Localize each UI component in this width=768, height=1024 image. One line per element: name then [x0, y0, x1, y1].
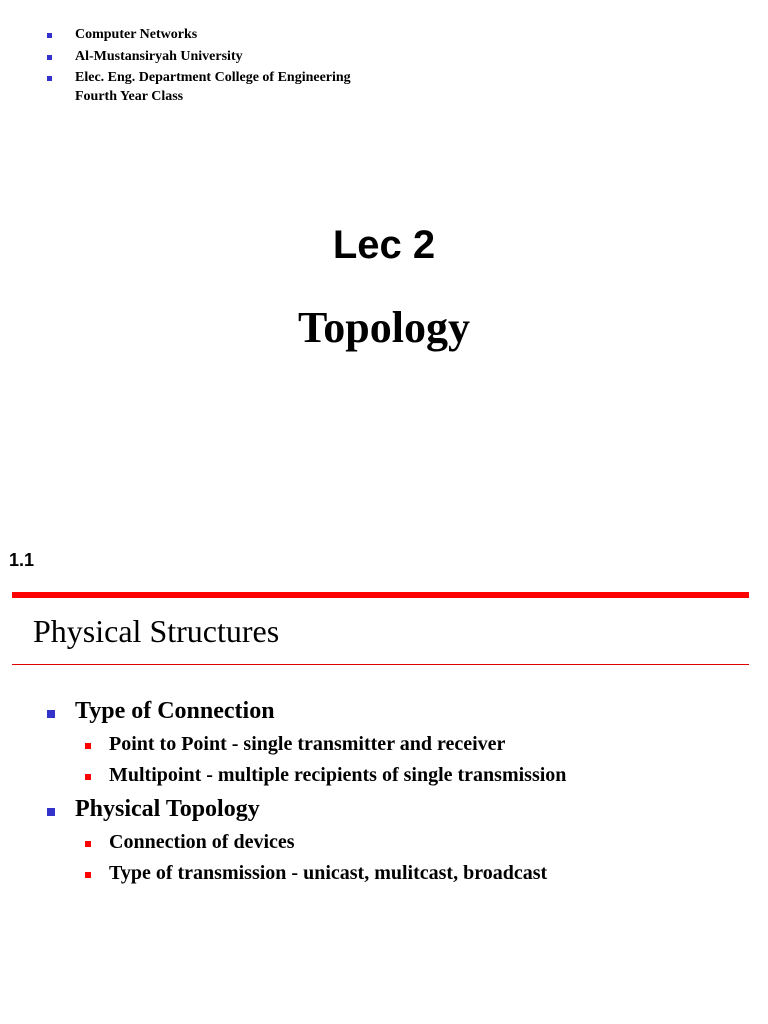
slide-title: Physical Structures	[33, 613, 280, 649]
list-item: Point to Point - single transmitter and receiver	[109, 733, 506, 755]
section-bottom-rule	[12, 664, 749, 665]
list-item: Type of Connection	[75, 698, 275, 724]
university-name: Al-Mustansiryah University	[75, 49, 243, 64]
course-name: Computer Networks	[75, 27, 198, 42]
list-item: Type of transmission - unicast, mulitcast, broadcast	[109, 862, 548, 884]
list-item: Multipoint - multiple recipients of single transmission	[109, 764, 567, 786]
list-item: Physical Topology	[75, 796, 260, 822]
section-top-rule	[12, 592, 749, 598]
square-bullet-icon	[47, 710, 55, 718]
square-bullet-icon	[47, 808, 55, 816]
list-item: Connection of devices	[109, 831, 295, 853]
lecture-title: Lec 2	[332, 223, 436, 267]
square-bullet-icon	[85, 841, 91, 847]
square-bullet-icon	[85, 743, 91, 749]
square-bullet-icon	[47, 33, 52, 38]
topic-title: Topology	[297, 303, 470, 352]
section-number: 1.1	[9, 550, 35, 570]
department-name: Elec. Eng. Department College of Engineering	[75, 70, 351, 85]
square-bullet-icon	[85, 872, 91, 878]
square-bullet-icon	[47, 55, 52, 60]
square-bullet-icon	[85, 774, 91, 780]
square-bullet-icon	[47, 76, 52, 81]
class-year: Fourth Year Class	[75, 89, 184, 104]
